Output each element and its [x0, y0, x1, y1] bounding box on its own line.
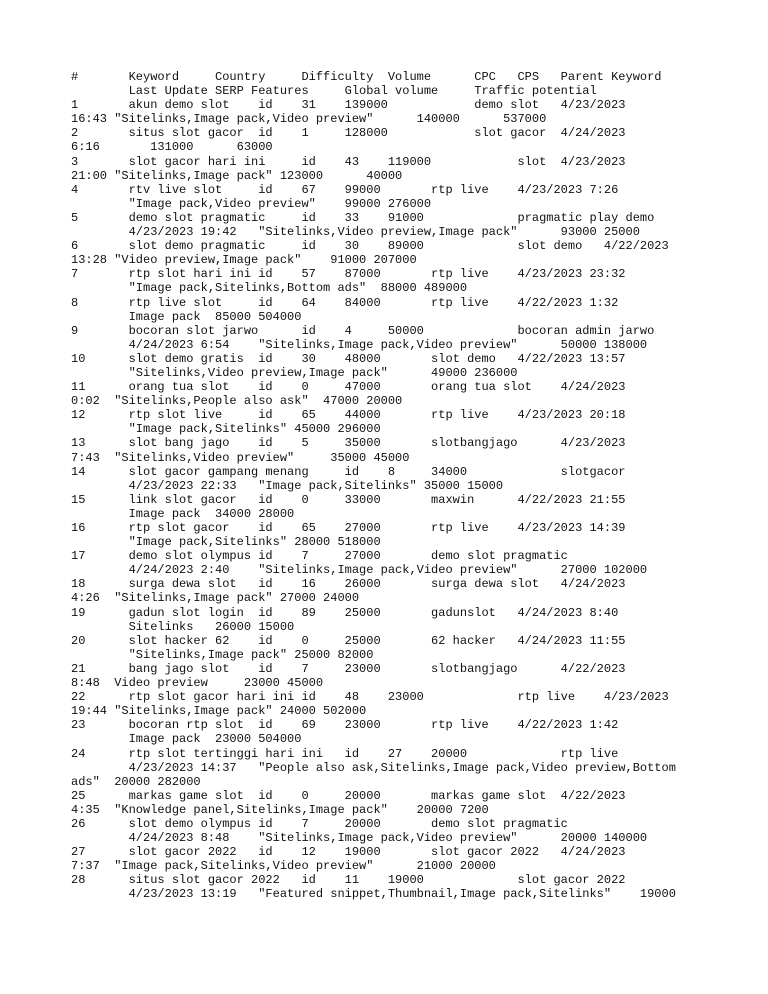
document-line: 28 situs slot gacor 2022 id 11 19000 slot gacor 2022 [71, 873, 626, 888]
document-line: 10 slot demo gratis id 30 48000 slot demo 4/22/2023 13:57 [71, 351, 626, 366]
document-line: 4/23/2023 22:33 "Image pack,Sitelinks" 35000 15000 [71, 478, 504, 493]
document-line: 21 bang jago slot id 7 23000 slotbangjago 4/22/2023 [71, 661, 626, 676]
document-line: ads" 20000 282000 [71, 774, 201, 789]
document-line: "Image pack,Video preview" 99000 276000 [71, 196, 432, 211]
document-line: 12 rtp slot live id 65 44000 rtp live 4/23/2023 20:18 [71, 408, 626, 423]
document-line: 4/23/2023 19:42 "Sitelinks,Video preview,Image pack" 93000 25000 [71, 225, 640, 240]
document-line: "Image pack,Sitelinks" 45000 296000 [71, 422, 381, 437]
document-line: 14 slot gacor gampang menang id 8 34000 slotgacor [71, 464, 626, 479]
document-line: 18 surga dewa slot id 16 26000 surga dewa slot 4/24/2023 [71, 577, 626, 592]
document-line: 13:28 "Video preview,Image pack" 91000 207000 [71, 253, 417, 268]
document-line: 16:43 "Sitelinks,Image pack,Video preview" 140000 537000 [71, 112, 547, 127]
document-line: "Image pack,Sitelinks,Bottom ads" 88000 489000 [71, 281, 468, 296]
document-line: 4/23/2023 13:19 "Featured snippet,Thumbnail,Image pack,Sitelinks" 19000 [71, 887, 676, 902]
document-line: 4/23/2023 14:37 "People also ask,Sitelinks,Image pack,Video preview,Bottom [71, 760, 676, 775]
document-line: 17 demo slot olympus id 7 27000 demo slot pragmatic [71, 549, 568, 564]
document-line: 20 slot hacker 62 id 0 25000 62 hacker 4/24/2023 11:55 [71, 633, 626, 648]
text-document [71, 70, 761, 902]
document-line: 4/24/2023 8:48 "Sitelinks,Image pack,Video preview" 20000 140000 [71, 831, 648, 846]
document-line: 4/24/2023 2:40 "Sitelinks,Image pack,Video preview" 27000 102000 [71, 563, 648, 578]
document-line: 26 slot demo olympus id 7 20000 demo slot pragmatic [71, 816, 568, 831]
document-line: 19 gadun slot login id 89 25000 gadunslot 4/24/2023 8:40 [71, 605, 619, 620]
document-line: 27 slot gacor 2022 id 12 19000 slot gacor 2022 4/24/2023 [71, 845, 626, 860]
document-line: Image pack 23000 504000 [71, 732, 302, 747]
document-line: 16 rtp slot gacor id 65 27000 rtp live 4/23/2023 14:39 [71, 521, 626, 535]
document-line: 21:00 "Sitelinks,Image pack" 123000 40000 [71, 168, 403, 183]
document-line: Image pack 85000 504000 [71, 309, 302, 324]
document-line: 25 markas game slot id 0 20000 markas game slot 4/22/2023 [71, 788, 626, 803]
document-line: 23 bocoran rtp slot id 69 23000 rtp live 4/22/2023 1:42 [71, 718, 619, 733]
document-line: 7:43 "Sitelinks,Video preview" 35000 45000 [71, 450, 410, 465]
document-line: "Sitelinks,Image pack" 25000 82000 [71, 647, 374, 662]
document-line: # Keyword Country Difficulty Volume CPC CPS Parent Keyword [71, 70, 662, 84]
document-line: 7 rtp slot hari ini id 57 87000 rtp live 4/23/2023 23:32 [71, 267, 626, 282]
document-line: 22 rtp slot gacor hari ini id 48 23000 rtp live 4/23/2023 [71, 690, 669, 705]
document-line: 4 rtv live slot id 67 99000 rtp live 4/23/2023 7:26 [71, 182, 619, 197]
document-line: 1 akun demo slot id 31 139000 demo slot 4/23/2023 [71, 98, 626, 113]
document-line: 11 orang tua slot id 0 47000 orang tua slot 4/24/2023 [71, 380, 626, 395]
document-line: 9 bocoran slot jarwo id 4 50000 bocoran admin jarwo [71, 323, 655, 338]
document-line: 8:48 Video preview 23000 45000 [71, 676, 324, 691]
document-line: 5 demo slot pragmatic id 33 91000 pragmatic play demo [71, 210, 655, 225]
document-line: Image pack 34000 28000 [71, 506, 295, 521]
document-line: 4:35 "Knowledge panel,Sitelinks,Image pack" 20000 7200 [71, 802, 489, 817]
document-line: 24 rtp slot tertinggi hari ini id 27 20000 rtp live [71, 746, 619, 761]
document-line: 4:26 "Sitelinks,Image pack" 27000 24000 [71, 591, 360, 606]
document-line: 0:02 "Sitelinks,People also ask" 47000 20000 [71, 394, 403, 409]
document-line: "Image pack,Sitelinks" 28000 518000 [71, 535, 381, 550]
document-line: 6:16 131000 63000 [71, 140, 273, 155]
document-line: Last Update SERP Features Global volume Traffic potential [71, 84, 597, 99]
document-line: 3 slot gacor hari ini id 43 119000 slot 4/23/2023 [71, 154, 626, 169]
document-line: 19:44 "Sitelinks,Image pack" 24000 502000 [71, 704, 367, 719]
document-line: "Sitelinks,Video preview,Image pack" 49000 236000 [71, 365, 518, 380]
document-line: Sitelinks 26000 15000 [71, 619, 295, 634]
document-line: 7:37 "Image pack,Sitelinks,Video preview" 21000 20000 [71, 859, 496, 874]
document-line: 2 situs slot gacor id 1 128000 slot gacor 4/24/2023 [71, 126, 626, 141]
document-line: 13 slot bang jago id 5 35000 slotbangjago 4/23/2023 [71, 436, 626, 451]
document-line: 15 link slot gacor id 0 33000 maxwin 4/22/2023 21:55 [71, 492, 626, 507]
document-line: 8 rtp live slot id 64 84000 rtp live 4/22/2023 1:32 [71, 295, 619, 310]
document-line: 4/24/2023 6:54 "Sitelinks,Image pack,Video preview" 50000 138000 [71, 337, 648, 352]
document-line: 6 slot demo pragmatic id 30 89000 slot demo 4/22/2023 [71, 239, 669, 254]
